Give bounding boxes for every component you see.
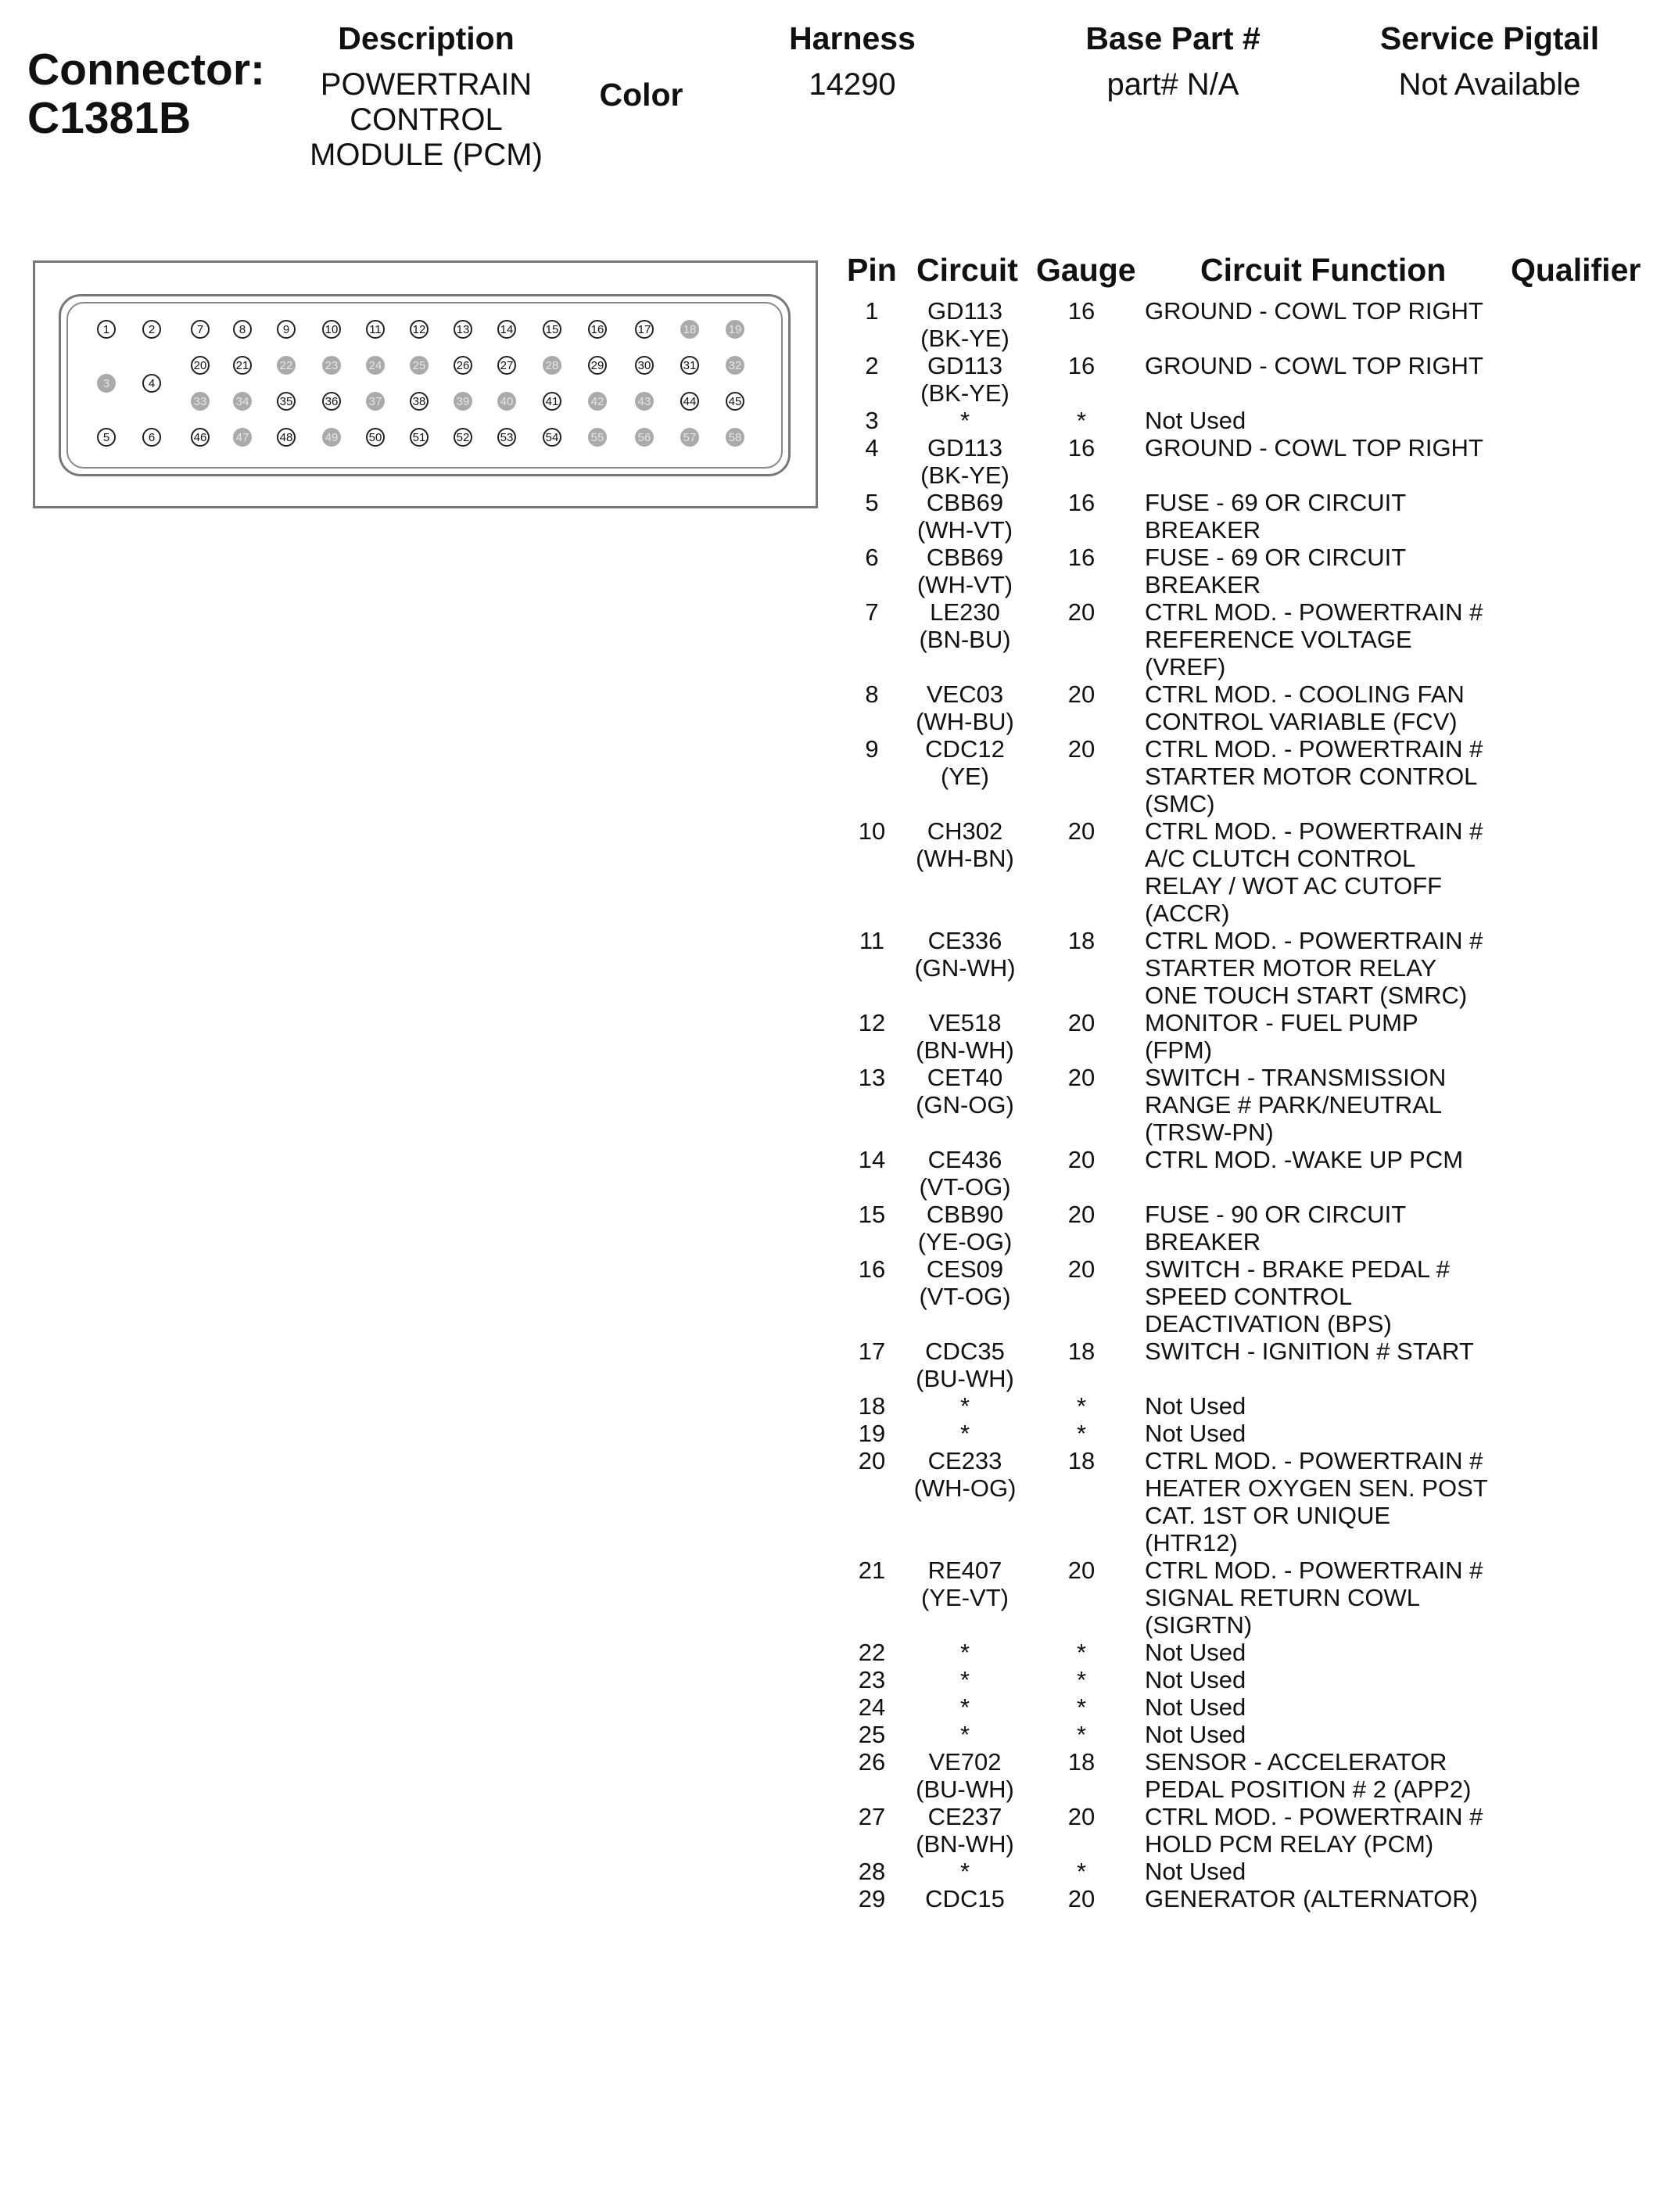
pin-number: 5 [865,489,879,516]
pin-gauge: 16 [1067,434,1096,461]
pin-row [837,1255,1512,1338]
connector-pin-6: 6 [142,428,161,447]
connector-pin-38: 38 [410,392,429,411]
pin-number: 28 [858,1858,886,1885]
pin-number: 6 [865,544,879,571]
pin-gauge: 18 [1067,1338,1096,1365]
base-part-label: Base Part # [1085,20,1261,56]
pin-function: CTRL MOD. - COOLING FAN CONTROL VARIABLE (FCV) [1145,680,1465,735]
pin-row [837,1447,1512,1557]
pin-row [837,352,1512,407]
pin-row [837,1557,1512,1639]
connector-pin-5: 5 [97,428,116,447]
pin-gauge: * [1076,1858,1087,1885]
pin-circuit: * [959,1420,970,1447]
pin-function: CTRL MOD. - POWERTRAIN # REFERENCE VOLTAGE (VREF) [1145,598,1483,680]
connector-pin-15: 15 [543,320,561,339]
pin-function: FUSE - 90 OR CIRCUIT BREAKER [1145,1201,1407,1255]
header-qualifier: Qualifier [1511,252,1641,288]
pin-number: 19 [858,1420,886,1447]
pin-circuit: CE336 (GN-WH) [914,927,1016,982]
pin-row [837,1748,1512,1803]
pin-row [837,1420,1512,1447]
pin-circuit: * [959,1639,970,1666]
pin-row [837,1064,1512,1146]
connector-pin-2: 2 [142,320,161,339]
pin-gauge: 20 [1067,1146,1096,1173]
pin-row [837,434,1512,489]
connector-pin-23: 23 [322,356,341,375]
pin-gauge: 20 [1067,1803,1096,1830]
pin-gauge: 20 [1067,1009,1096,1036]
pin-function: SWITCH - BRAKE PEDAL # SPEED CONTROL DEACTIVATION (BPS) [1145,1255,1450,1338]
pin-number: 4 [865,434,879,461]
pin-circuit: CDC12 (YE) [925,735,1005,790]
pin-number: 27 [858,1803,886,1830]
header-pin: Pin [847,252,897,288]
pin-circuit: CDC15 [925,1885,1005,1912]
connector-diagram [33,260,818,508]
pin-gauge: 20 [1067,1885,1096,1912]
connector-pin-36: 36 [322,392,341,411]
pin-row [837,1666,1512,1693]
pin-function: CTRL MOD. - POWERTRAIN # SIGNAL RETURN COWL (SIGRTN) [1145,1557,1483,1639]
pin-circuit: GD113 (BK-YE) [920,352,1010,407]
pin-number: 26 [858,1748,886,1776]
pin-number: 16 [858,1255,886,1283]
pin-number: 12 [858,1009,886,1036]
pin-function: GROUND - COWL TOP RIGHT [1145,297,1483,325]
connector-pin-39: 39 [454,392,472,411]
pin-number: 25 [858,1721,886,1748]
pin-function: Not Used [1145,407,1246,434]
pin-row [837,1858,1512,1885]
pin-circuit: VE702 (BU-WH) [916,1748,1014,1803]
pin-row [837,680,1512,735]
connector-pin-25: 25 [410,356,429,375]
pin-function: Not Used [1145,1639,1246,1666]
connector-pin-22: 22 [277,356,296,375]
pin-table [837,297,1512,1912]
connector-pin-14: 14 [497,320,516,339]
harness-label: Harness [789,20,916,56]
header-gauge: Gauge [1036,252,1136,288]
pin-gauge: * [1076,1639,1087,1666]
pin-function: CTRL MOD. - POWERTRAIN # STARTER MOTOR CONTROL (SMC) [1145,735,1483,817]
connector-pin-18: 18 [680,320,699,339]
pin-number: 8 [865,680,879,708]
connector-pin-27: 27 [497,356,516,375]
pin-gauge: * [1076,1392,1087,1420]
pin-number: 1 [865,297,879,325]
pin-function: Not Used [1145,1666,1246,1693]
connector-pin-53: 53 [497,428,516,447]
connector-pin-49: 49 [322,428,341,447]
pin-row [837,489,1512,544]
pin-function: SWITCH - IGNITION # START [1145,1338,1474,1365]
pin-row [837,1693,1512,1721]
connector-pin-52: 52 [454,428,472,447]
connector-title [27,45,265,142]
pin-number: 7 [865,598,879,626]
pin-number: 21 [858,1557,886,1584]
pin-row [837,407,1512,434]
pin-gauge: 20 [1067,598,1096,626]
connector-pin-56: 56 [635,428,654,447]
pin-gauge: * [1076,1666,1087,1693]
pin-gauge: 18 [1067,1447,1096,1474]
connector-pin-24: 24 [366,356,385,375]
pin-circuit: CBB90 (YE-OG) [917,1201,1013,1255]
pin-number: 29 [858,1885,886,1912]
connector-label: Connector: [27,45,265,95]
connector-pin-57: 57 [680,428,699,447]
pin-number: 23 [858,1666,886,1693]
pin-function: SWITCH - TRANSMISSION RANGE # PARK/NEUTRAL (TRSW-PN) [1145,1064,1447,1146]
pin-circuit: CE436 (VT-OG) [919,1146,1011,1201]
pin-row [837,735,1512,817]
pin-function: CTRL MOD. - POWERTRAIN # STARTER MOTOR RELAY ONE TOUCH START (SMRC) [1145,927,1483,1009]
pin-function: Not Used [1145,1693,1246,1721]
connector-pin-45: 45 [726,392,744,411]
connector-pin-43: 43 [635,392,654,411]
pin-circuit: CES09 (VT-OG) [919,1255,1011,1310]
pin-circuit: * [959,1392,970,1420]
pin-row [837,1721,1512,1748]
pin-function: CTRL MOD. -WAKE UP PCM [1145,1146,1464,1173]
service-pigtail-value: Not Available [1398,67,1581,102]
pin-number: 10 [858,817,886,845]
pin-row [837,297,1512,352]
pin-circuit: * [959,1721,970,1748]
connector-id: C1381B [27,93,192,143]
pin-circuit: GD113 (BK-YE) [920,434,1010,489]
pin-circuit: CBB69 (WH-VT) [916,544,1013,598]
pin-number: 15 [858,1201,886,1228]
pin-function: Not Used [1145,1420,1246,1447]
pin-gauge: 20 [1067,817,1096,845]
connector-face [59,294,791,476]
connector-pin-48: 48 [277,428,296,447]
connector-pin-40: 40 [497,392,516,411]
pin-circuit: CET40 (GN-OG) [916,1064,1014,1119]
pin-circuit: CE233 (WH-OG) [913,1447,1017,1502]
pin-number: 14 [858,1146,886,1173]
connector-pin-58: 58 [726,428,744,447]
connector-pin-29: 29 [588,356,607,375]
pin-gauge: 20 [1067,680,1096,708]
pin-row [837,927,1512,1009]
pin-circuit: RE407 (YE-VT) [921,1557,1009,1611]
pin-row [837,1639,1512,1666]
pin-function: FUSE - 69 OR CIRCUIT BREAKER [1145,489,1407,544]
connector-pin-3: 3 [97,374,116,393]
pin-row [837,598,1512,680]
connector-pin-1: 1 [97,320,116,339]
pin-circuit: CH302 (WH-BN) [916,817,1014,872]
pin-gauge: * [1076,1420,1087,1447]
pin-row [837,817,1512,927]
connector-pin-13: 13 [454,320,472,339]
pin-function: Not Used [1145,1721,1246,1748]
pin-function: FUSE - 69 OR CIRCUIT BREAKER [1145,544,1407,598]
connector-pin-21: 21 [233,356,252,375]
pin-gauge: * [1076,407,1087,434]
pin-gauge: 20 [1067,1201,1096,1228]
connector-pin-50: 50 [366,428,385,447]
connector-pin-55: 55 [588,428,607,447]
header-circuit-function: Circuit Function [1200,252,1447,288]
connector-pin-54: 54 [543,428,561,447]
connector-pin-26: 26 [454,356,472,375]
pin-row [837,1338,1512,1392]
pin-function: Not Used [1145,1858,1246,1885]
pin-function: CTRL MOD. - POWERTRAIN # HOLD PCM RELAY (PCM) [1145,1803,1483,1858]
pin-circuit: VEC03 (WH-BU) [916,680,1014,735]
pin-row [837,544,1512,598]
connector-pin-16: 16 [588,320,607,339]
connector-pin-42: 42 [588,392,607,411]
pin-circuit: CE237 (BN-WH) [916,1803,1014,1858]
connector-pin-9: 9 [277,320,296,339]
connector-pin-19: 19 [726,320,744,339]
pin-function: CTRL MOD. - POWERTRAIN # HEATER OXYGEN SEN. POST CAT. 1ST OR UNIQUE (HTR12) [1145,1447,1488,1557]
pin-gauge: 20 [1067,735,1096,763]
description-label: Description [338,20,515,56]
service-pigtail-label: Service Pigtail [1379,20,1600,56]
pin-number: 24 [858,1693,886,1721]
pin-function: GENERATOR (ALTERNATOR) [1145,1885,1479,1912]
connector-pin-31: 31 [680,356,699,375]
pin-gauge: 18 [1067,927,1096,954]
pin-gauge: * [1076,1693,1087,1721]
pin-row [837,1201,1512,1255]
pin-gauge: 16 [1067,297,1096,325]
connector-pin-7: 7 [191,320,210,339]
connector-pin-8: 8 [233,320,252,339]
base-part-value: part# N/A [1106,67,1239,102]
pin-circuit: CDC35 (BU-WH) [916,1338,1014,1392]
pin-number: 17 [858,1338,886,1365]
connector-pin-30: 30 [635,356,654,375]
connector-pin-34: 34 [233,392,252,411]
pin-number: 11 [859,927,885,954]
connector-pin-32: 32 [726,356,744,375]
connector-pin-44: 44 [680,392,699,411]
pin-number: 18 [858,1392,886,1420]
pin-number: 3 [865,407,879,434]
pin-circuit: * [959,1693,970,1721]
connector-pin-47: 47 [233,428,252,447]
connector-pin-37: 37 [366,392,385,411]
connector-pin-11: 11 [366,320,385,339]
pin-row [837,1803,1512,1858]
connector-pin-35: 35 [277,392,296,411]
pin-gauge: 20 [1067,1064,1096,1091]
pin-number: 13 [858,1064,886,1091]
pin-number: 22 [858,1639,886,1666]
pin-circuit: * [959,407,970,434]
connector-pin-33: 33 [191,392,210,411]
pin-gauge: * [1076,1721,1087,1748]
pin-number: 20 [858,1447,886,1474]
pin-circuit: * [959,1666,970,1693]
connector-pin-4: 4 [142,374,161,393]
pin-row [837,1885,1512,1912]
pin-gauge: 20 [1067,1557,1096,1584]
connector-pin-46: 46 [191,428,210,447]
connector-pin-17: 17 [635,320,654,339]
pin-number: 2 [865,352,879,379]
pin-gauge: 20 [1067,1255,1096,1283]
header-circuit: Circuit [916,252,1018,288]
connector-pin-12: 12 [410,320,429,339]
pin-gauge: 16 [1067,544,1096,571]
pin-function: SENSOR - ACCELERATOR PEDAL POSITION # 2 (APP2) [1145,1748,1472,1803]
pin-circuit: CBB69 (WH-VT) [916,489,1013,544]
connector-pin-41: 41 [543,392,561,411]
connector-pin-51: 51 [410,428,429,447]
pin-circuit: VE518 (BN-WH) [916,1009,1014,1064]
pin-row [837,1392,1512,1420]
pin-function: GROUND - COWL TOP RIGHT [1145,352,1483,379]
pin-function: Not Used [1145,1392,1246,1420]
harness-value: 14290 [809,67,896,102]
color-label: Color [599,77,683,113]
pin-row [837,1009,1512,1064]
pin-number: 9 [865,735,879,763]
connector-pin-10: 10 [322,320,341,339]
pin-function: CTRL MOD. - POWERTRAIN # A/C CLUTCH CONTROL RELAY / WOT AC CUTOFF (ACCR) [1145,817,1483,927]
pin-circuit: LE230 (BN-BU) [919,598,1011,653]
pin-row [837,1146,1512,1201]
connector-pin-20: 20 [191,356,210,375]
pin-gauge: 16 [1067,352,1096,379]
pin-circuit: GD113 (BK-YE) [920,297,1010,352]
pin-function: MONITOR - FUEL PUMP (FPM) [1145,1009,1418,1064]
pin-function: GROUND - COWL TOP RIGHT [1145,434,1483,461]
description-value: POWERTRAIN CONTROL MODULE (PCM) [310,67,543,172]
connector-pin-28: 28 [543,356,561,375]
pin-gauge: 18 [1067,1748,1096,1776]
pin-gauge: 16 [1067,489,1096,516]
pin-circuit: * [959,1858,970,1885]
